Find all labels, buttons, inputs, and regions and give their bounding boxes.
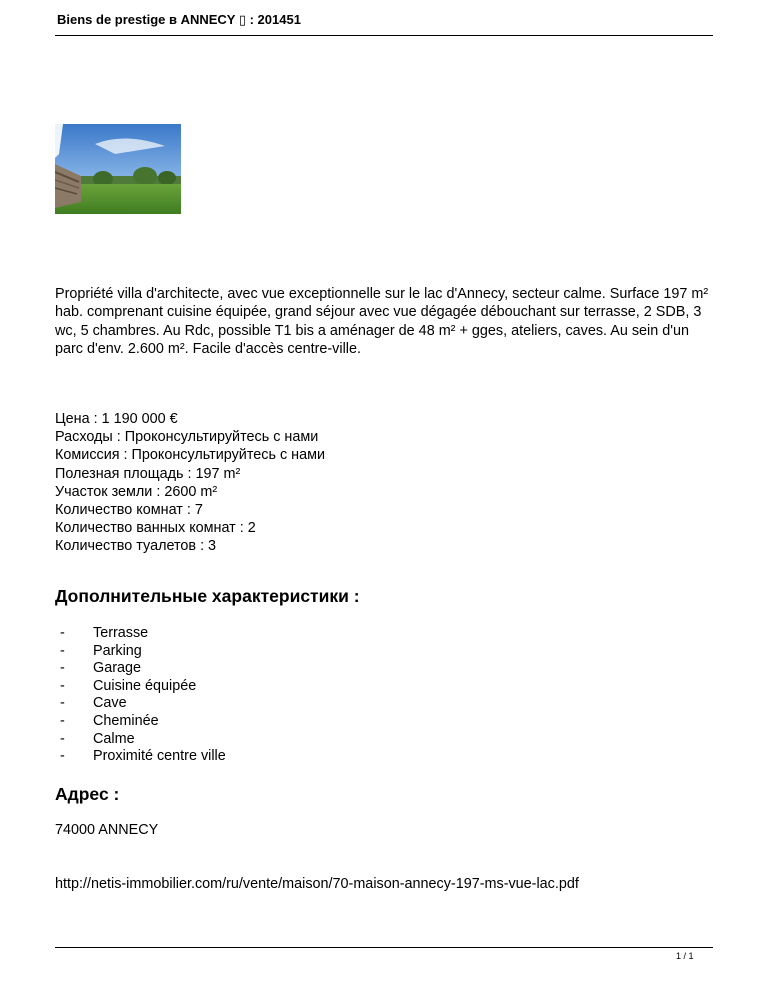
detail-expenses: Расходы : Проконсультируйтесь с нами <box>55 429 319 446</box>
detail-price: Цена : 1 190 000 € <box>55 411 178 427</box>
footer-divider <box>55 947 713 948</box>
list-bullet: - <box>60 625 65 641</box>
detail-living-area: Полезная площадь : 197 m² <box>55 465 241 482</box>
list-bullet: - <box>60 748 65 765</box>
header-divider <box>55 35 713 36</box>
list-item <box>60 713 226 731</box>
detail-land-area: Участок земли : 2600 m² <box>55 483 218 500</box>
detail-commission: Комиссия : Проконсультируйтесь с нами <box>55 447 326 464</box>
list-bullet: - <box>60 642 65 659</box>
feature-label: Calme <box>93 730 135 747</box>
property-photo <box>55 124 181 214</box>
list-item <box>60 643 226 661</box>
detail-bathroom-count: Количество ванных комнат : 2 <box>55 520 256 537</box>
feature-label: Cheminée <box>93 712 159 729</box>
page-number: 1 / 1 <box>676 951 694 961</box>
features-heading: Дополнительные характеристики : <box>55 586 360 606</box>
address-value: 74000 ANNECY <box>55 822 159 838</box>
feature-label: Parking <box>93 642 142 659</box>
detail-room-count: Количество комнат : 7 <box>55 502 203 519</box>
feature-label: Terrasse <box>93 625 149 641</box>
feature-label: Cave <box>93 695 127 712</box>
list-item <box>60 695 226 713</box>
list-bullet: - <box>60 677 65 694</box>
features-list <box>60 625 226 766</box>
list-bullet: - <box>60 695 65 712</box>
feature-label: Cuisine équipée <box>93 677 197 694</box>
list-item <box>60 748 226 766</box>
list-item <box>60 625 226 643</box>
list-item <box>60 678 226 696</box>
address-heading: Адрес : <box>55 784 120 804</box>
document-header-title: Biens de prestige в ANNECY ▯ : 201451 <box>57 12 301 27</box>
source-url-link[interactable]: http://netis-immobilier.com/ru/vente/maison/70-maison-annecy-197-ms-vue-lac.pdf <box>55 876 579 892</box>
list-bullet: - <box>60 712 65 729</box>
list-bullet: - <box>60 730 65 747</box>
list-bullet: - <box>60 660 65 677</box>
detail-toilet-count: Количество туалетов : 3 <box>55 538 217 555</box>
list-item <box>60 660 226 678</box>
feature-label: Garage <box>93 660 141 677</box>
property-details-list <box>55 410 325 556</box>
feature-label: Proximité centre ville <box>93 748 226 765</box>
list-item <box>60 731 226 749</box>
property-description: Propriété villa d'architecte, avec vue exceptionnelle sur le lac d'Annecy, secteur calme. Surface 197 m² hab. comprenant cuisine équipée, grand séjour avec vue dégagée débouchant sur terrasse, 2 SDB, 3 wc, 5 chambres. Au Rdc, possible T1 bis a aménager de 48 m² + gges, ateliers, caves. Au sein d'un parc d'env. 2.600 m². Facile d'accès centre-ville. <box>55 286 709 358</box>
